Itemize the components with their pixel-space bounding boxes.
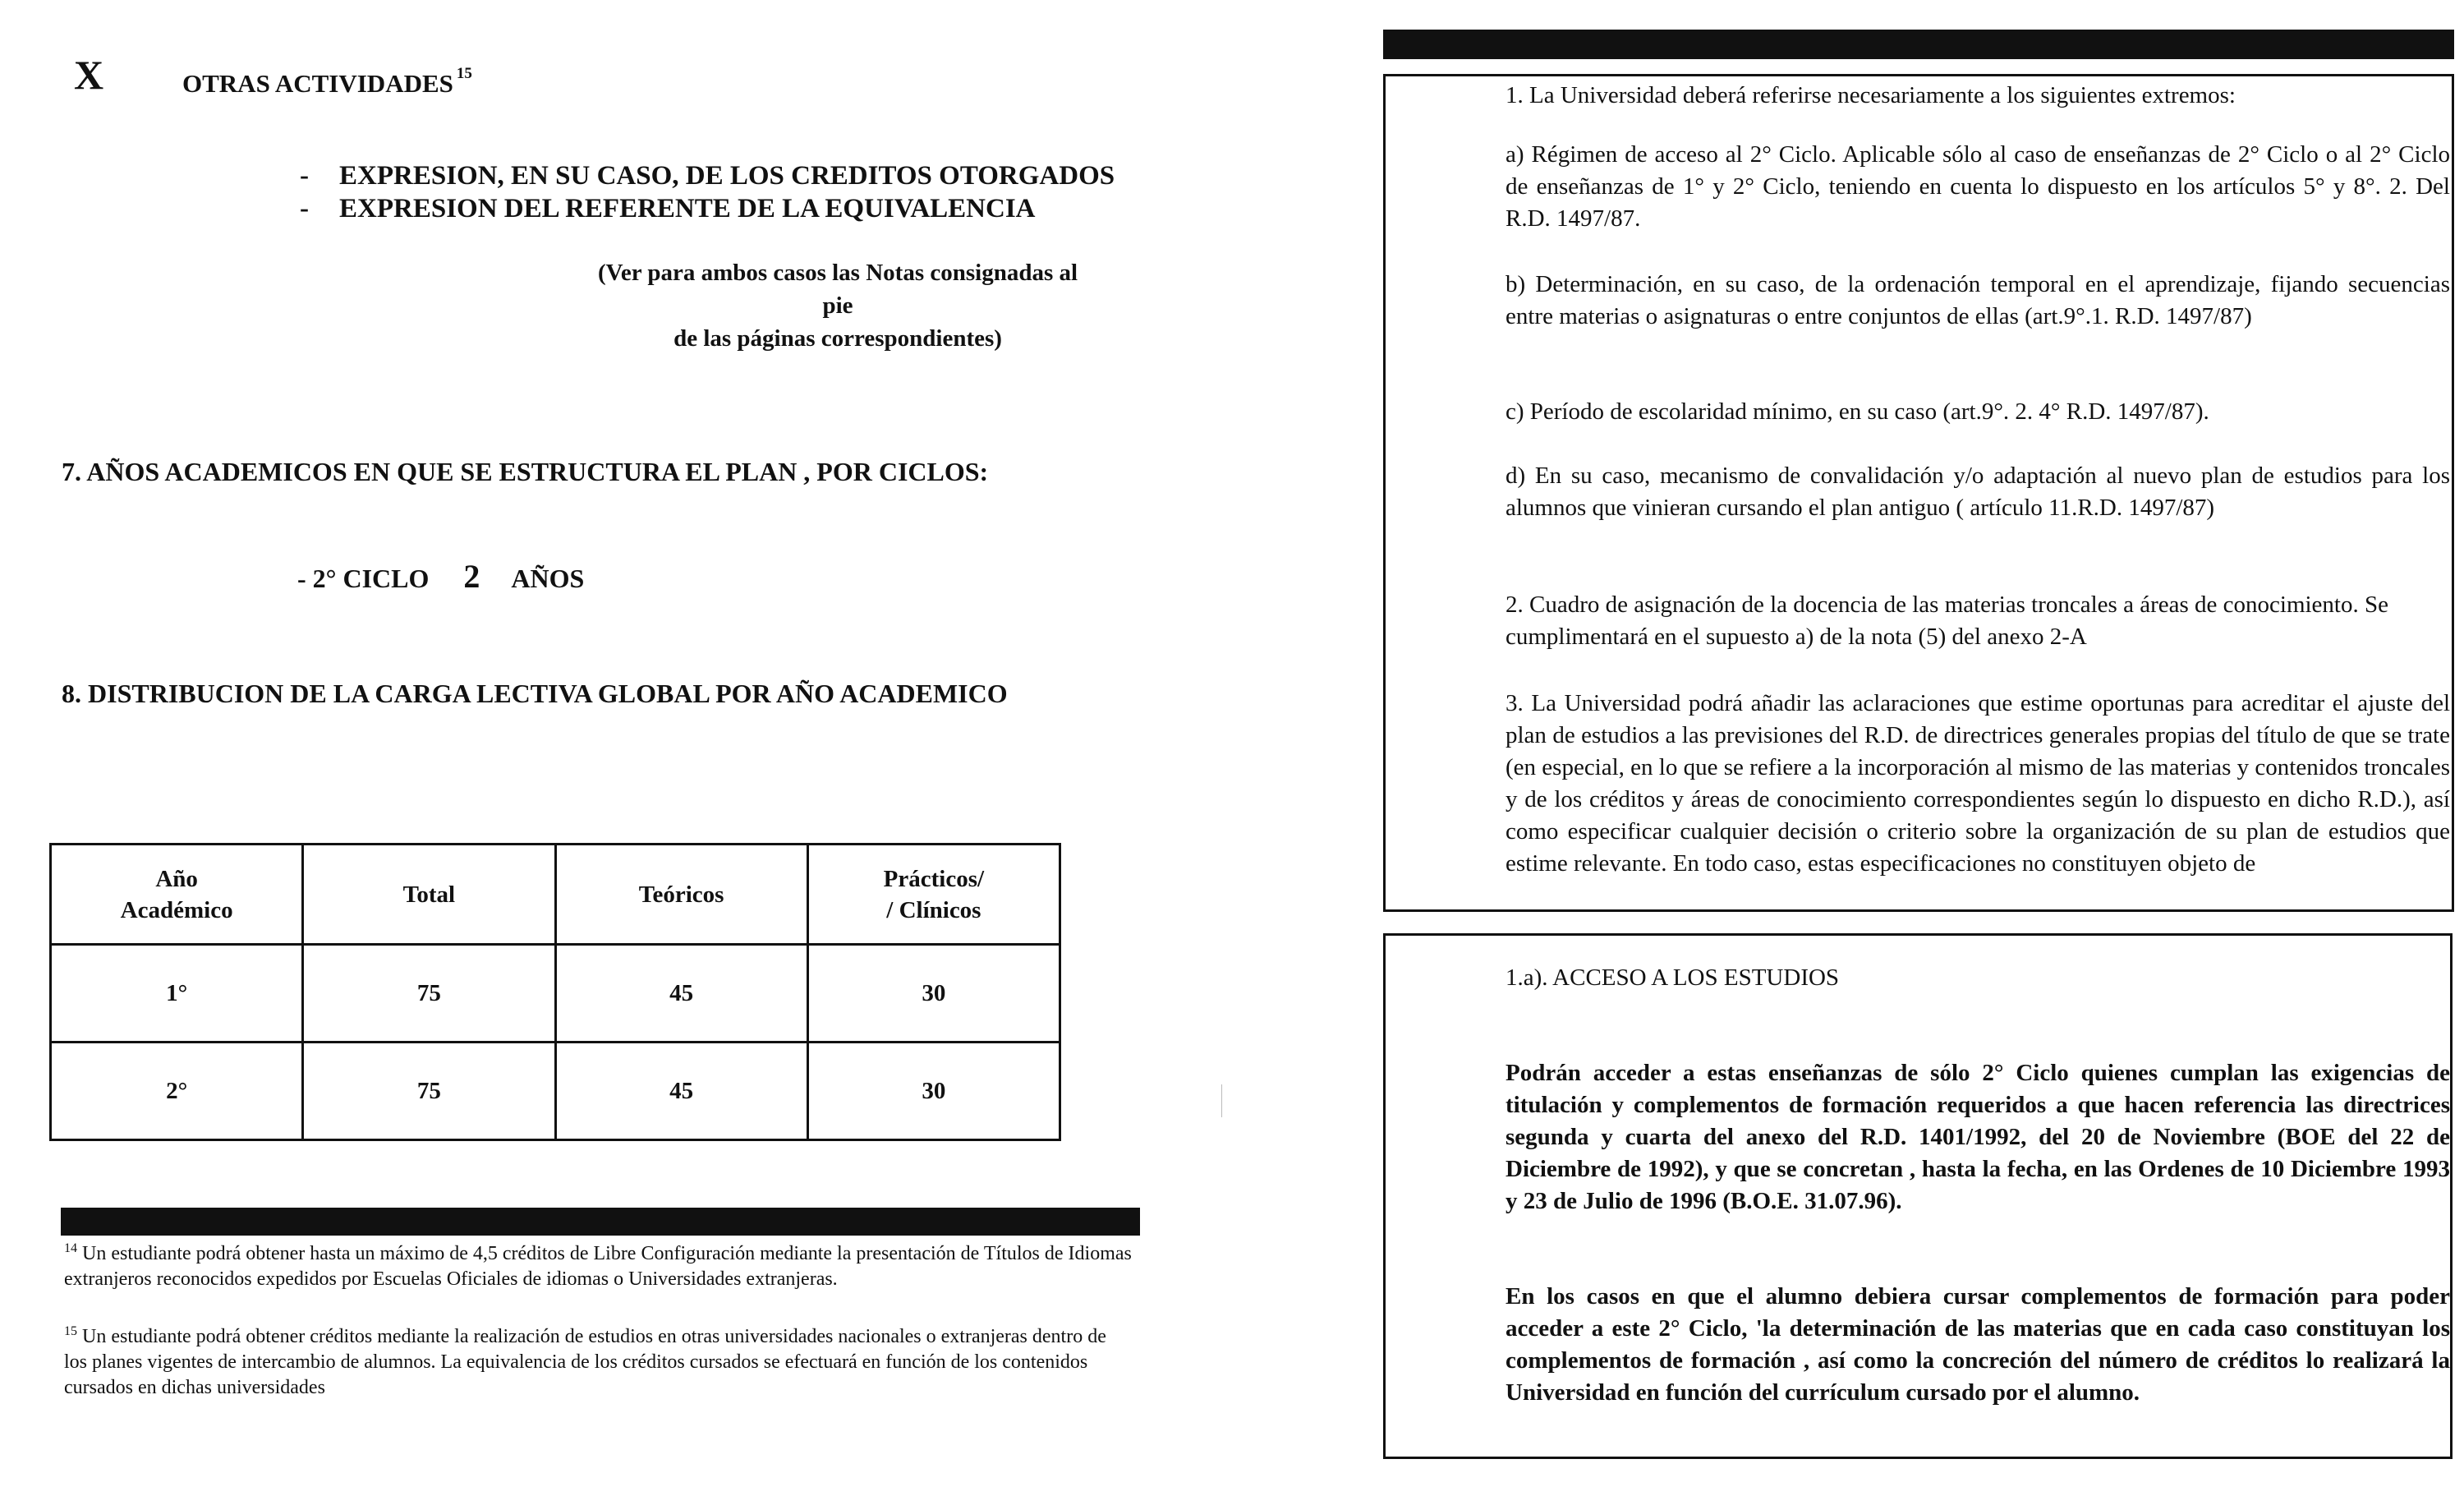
table-cell: 45 xyxy=(555,1043,807,1140)
ciclo-years: - 2° CICLO 2 AÑOS xyxy=(297,558,585,595)
table-cell: 30 xyxy=(807,1043,1060,1140)
otras-actividades-title: OTRAS ACTIVIDADES $^{15}$ xyxy=(182,64,472,98)
footnote-15: $^{15}$ Un estudiante podrá obtener créditos mediante la realización de estudios en otras universidades nacionales o extranjeras dentro de los planes vigentes de intercambio de alumnos. La equivalencia de los créditos cursados se efectuará en función de los contenidos cursados en dichas universidades xyxy=(64,1324,1106,1398)
section-x-marker: X xyxy=(74,52,104,98)
section-8-heading: 8. DISTRIBUCION DE LA CARGA LECTIVA GLOBAL POR AÑO ACADEMICO xyxy=(62,679,1008,708)
instruction-d: d) En su caso, mecanismo de convalidación y/o adaptación al nuevo plan de estudios para los alumnos que vinieran cursando el plan antiguo ( artículo 11.R.D. 1497/87) xyxy=(1506,463,2450,521)
acceso-paragraph-2: En los casos en que el alumno debiera cursar complementos de formación para poder acceder a este 2° Ciclo, 'la determinación de las materias que en cada caso constituyan los complementos de formación , así como la concreción del número de créditos lo realizará la Universidad en función del currículum cursado por el alumno. xyxy=(1506,1283,2450,1406)
header-ano-academico: Año Académico xyxy=(51,845,303,945)
table-header-row xyxy=(51,845,1060,945)
table-cell: 30 xyxy=(807,945,1060,1043)
table-row xyxy=(51,945,1060,1043)
carga-lectiva-table xyxy=(49,843,1061,1141)
table-row xyxy=(51,1043,1060,1140)
acceso-heading: 1.a). ACCESO A LOS ESTUDIOS xyxy=(1506,964,1840,991)
bullet-item: - EXPRESION DEL REFERENTE DE LA EQUIVALENCIA xyxy=(300,194,1036,223)
instruction-b: b) Determinación, en su caso, de la ordenación temporal en el aprendizaje, fijando secuencias entre materias o asignaturas o entre conjuntos de ellas (art.9°.1. R.D. 1497/87) xyxy=(1506,271,2450,329)
table-cell: 75 xyxy=(303,1043,555,1140)
footnote-ref: 15 xyxy=(456,64,472,82)
instruction-2: 2. Cuadro de asignación de la docencia de las materias troncales a áreas de conocimiento. Se cumplimentará en el supuesto a) de la nota (5) del anexo 2-A xyxy=(1506,591,2388,650)
footnote-14: $^{14}$ Un estudiante podrá obtener hasta un máximo de 4,5 créditos de Libre Configuración mediante la presentación de Títulos de Idiomas extranjeros reconocidos expedidos por Escuelas Oficiales de idiomas o Universidades extranjeras. xyxy=(64,1241,1132,1290)
table-cell: 45 xyxy=(555,945,807,1043)
header-total: Total xyxy=(303,845,555,945)
redaction-bar xyxy=(1383,30,2454,59)
acceso-paragraph-1: Podrán acceder a estas enseñanzas de sólo 2° Ciclo quienes cumplan las exigencias de titulación y complementos de formación requeridos a que hacen referencia las directrices segunda y cuarta del anexo del R.D. 1401/1992, del 20 de Noviembre (BOE del 22 de Diciembre de 1992), y que se concretan , hasta la fecha, en las Ordenes de 10 Diciembre 1993 y 23 de Julio de 1996 (B.O.E. 31.07.96). xyxy=(1506,1060,2450,1214)
bullet-item: - EXPRESION, EN SU CASO, DE LOS CREDITOS OTORGADOS xyxy=(300,161,1115,191)
header-teoricos: Teóricos xyxy=(555,845,807,945)
table-cell: 2° xyxy=(51,1043,303,1140)
page-gutter-line xyxy=(1221,1084,1222,1117)
instruction-c: c) Período de escolaridad mínimo, en su caso (art.9°. 2. 4° R.D. 1497/87). xyxy=(1506,398,2209,425)
instructions-box xyxy=(1383,74,2454,912)
ver-note: (Ver para ambos casos las Notas consignadas al pie de las páginas correspondientes) xyxy=(597,260,1078,352)
section-7-heading: 7. AÑOS ACADEMICOS EN QUE SE ESTRUCTURA EL PLAN , POR CICLOS: xyxy=(62,457,989,486)
header-practicos: Prácticos/ / Clínicos xyxy=(807,845,1060,945)
instruction-intro: 1. La Universidad deberá referirse necesariamente a los siguientes extremos: xyxy=(1506,82,2236,108)
instruction-3: 3. La Universidad podrá añadir las aclaraciones que estime oportunas para acreditar el ajuste del plan de estudios a las previsiones del R.D. de directrices generales propias del título de que se trate (en especial, en lo que se refiere a la incorporación al mismo de las materias y contenidos troncales y de los créditos y áreas de conocimiento correspondientes según lo dispuesto en dicho R.D.), así como especificar cualquier decisión o criterio sobre la organización de su plan de estudios que estime relevante. En todo caso, estas especificaciones no constituyen objeto de xyxy=(1506,690,2450,877)
redaction-bar xyxy=(61,1208,1140,1236)
acceso-box xyxy=(1383,933,2453,1459)
table-cell: 1° xyxy=(51,945,303,1043)
table-cell: 75 xyxy=(303,945,555,1043)
instruction-a: a) Régimen de acceso al 2° Ciclo. Aplicable sólo al caso de enseñanzas de 2° Ciclo o al 2° Ciclo de enseñanzas de 1° y 2° Ciclo, teniendo en cuenta lo dispuesto en los artículos 5° y 8°. 2. Del R.D. 1497/87. xyxy=(1506,141,2450,232)
